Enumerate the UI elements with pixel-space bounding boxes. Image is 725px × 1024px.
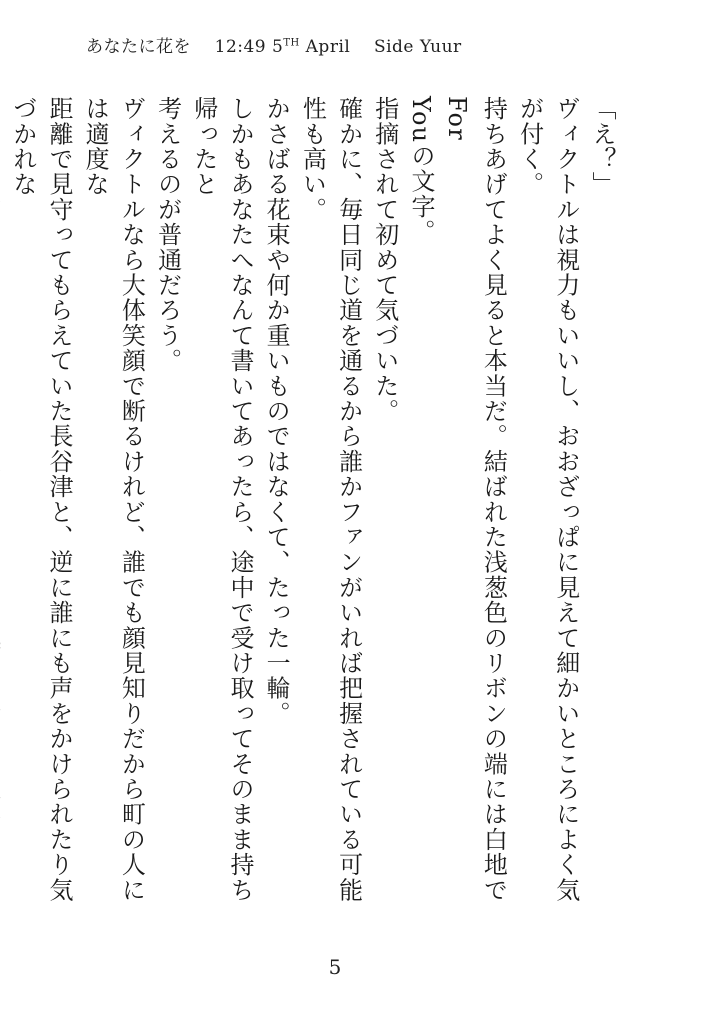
book-title: あなたに花を — [86, 37, 191, 57]
paragraph: ヴィクトルなら大体笑顔で断るけれど、誰でも顔見知りだから町の人には適度な — [81, 96, 146, 903]
paragraph: しかもあなたへなんて書いてあったら、途中で受け取ってそのまま持ち帰ったと — [189, 96, 254, 903]
page-number: 5 — [328, 955, 342, 979]
header-date-day: 5 — [272, 37, 284, 57]
paragraph: 指摘されて初めて気づいた。 — [370, 96, 399, 424]
paragraph: 確かに、毎日同じ道を通るから誰かファンがいれば把握されている可能性も高い。 — [298, 96, 363, 903]
paragraph: 距離で見守ってもらえていた長谷津と、逆に誰にも声をかけられたり気づかれな — [8, 96, 73, 903]
paragraph: 「え？」 — [588, 96, 616, 197]
paragraph: かさばる花束や何か重いものではなくて、たった一輪。 — [262, 96, 291, 726]
paragraph: ヴィクトルは視力もいいし、おおざっぱに見えて細かいところによく気が付く。 — [515, 96, 580, 903]
paragraph — [0, 96, 5, 916]
header-side: Side Yuur — [373, 37, 462, 57]
vertical-body-text — [0, 96, 620, 916]
paragraph: Youの文字。 — [406, 96, 435, 245]
running-header — [86, 32, 462, 57]
paragraph: 持ちあげてよく見ると本当だ。結ばれた浅葱色のリボンの端には白地でFor — [443, 96, 508, 903]
header-date-month: April — [305, 37, 351, 57]
header-time: 12:49 — [214, 37, 267, 57]
header-date-suffix: TH — [283, 37, 300, 49]
paragraph: 考えるのが普通だろう。 — [153, 96, 182, 374]
